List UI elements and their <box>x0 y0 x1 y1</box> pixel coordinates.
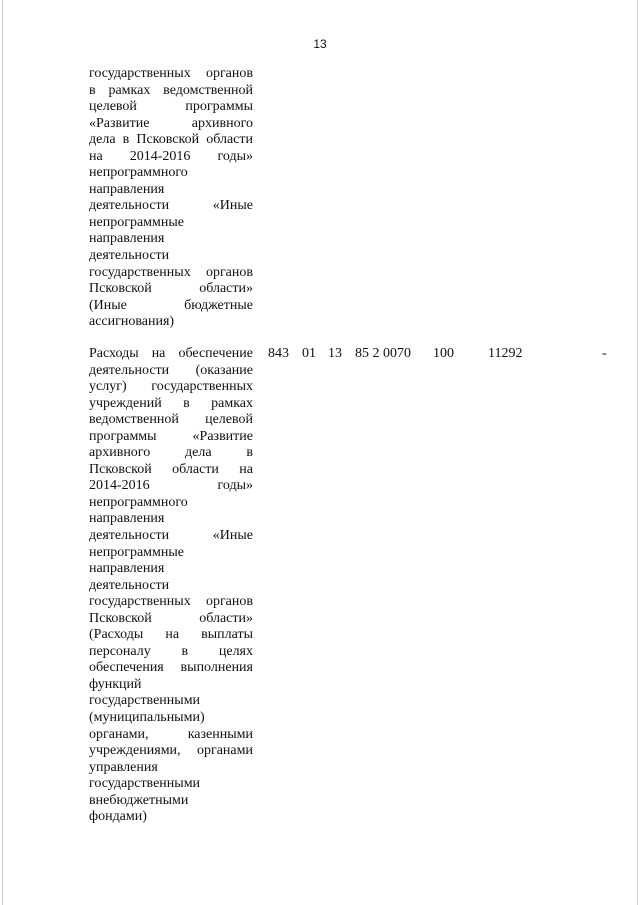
description-line: деятельности (оказание <box>89 362 253 378</box>
amount-2-value: - <box>602 346 607 361</box>
amount-value: 11292 <box>488 346 523 361</box>
description-line: органами, казенными <box>89 726 253 742</box>
page-number: 13 <box>313 37 327 51</box>
description-line: персоналу в целях <box>89 643 253 659</box>
expense-type-code: 100 <box>433 346 454 361</box>
description-line: учреждениями, органами <box>89 743 253 759</box>
description-line: деятельности «Иные <box>89 198 253 214</box>
description-line: направления <box>89 511 165 527</box>
description-line: направления <box>89 231 165 247</box>
row-description-continued <box>89 66 253 331</box>
description-line: обеспечения выполнения <box>89 660 253 676</box>
description-line: архивного дела в <box>89 445 253 461</box>
description-line: непрограммного <box>89 165 188 181</box>
description-line: ассигнования) <box>89 314 175 330</box>
description-line: (Иные бюджетные <box>89 297 253 313</box>
description-line: деятельности «Иные <box>89 528 253 544</box>
description-line: непрограммные <box>89 544 184 560</box>
description-line: государственных органов <box>89 264 253 280</box>
description-line: (муниципальными) <box>89 710 205 726</box>
description-line: государственных органов <box>89 66 253 81</box>
description-line: 2014-2016 годы» <box>89 478 253 494</box>
description-line: услуг) государственных <box>89 379 253 395</box>
description-line: (Расходы на выплаты <box>89 627 253 643</box>
description-line: государственными <box>89 776 201 792</box>
description-line: деятельности <box>89 248 170 264</box>
description-line: управления <box>89 759 158 775</box>
page-edge-left <box>2 0 3 905</box>
description-line: непрограммные <box>89 214 184 230</box>
section-code: 01 <box>302 346 316 361</box>
description-line: фондами) <box>89 809 147 825</box>
description-line: ведомственной целевой <box>89 412 253 428</box>
description-line: непрограммного <box>89 494 188 510</box>
description-line: на 2014-2016 годы» <box>89 148 253 164</box>
description-line: программы «Развитие <box>89 428 253 444</box>
description-line: направления <box>89 181 165 197</box>
description-line: Псковской области на <box>89 461 253 477</box>
description-line: государственных органов <box>89 594 253 610</box>
row-description <box>89 346 253 826</box>
description-line: внебюджетными <box>89 792 189 808</box>
description-line: Псковской области» <box>89 281 253 297</box>
page-edge-right <box>637 0 638 905</box>
description-line: государственными <box>89 693 201 709</box>
description-line: «Развитие архивного <box>89 115 253 131</box>
description-line: Псковской области» <box>89 610 253 626</box>
description-line: целевой программы <box>89 99 253 115</box>
description-line: Расходы на обеспечение <box>89 346 253 361</box>
description-line: направления <box>89 561 165 577</box>
ministry-code: 843 <box>268 346 289 361</box>
description-line: дела в Псковской области <box>89 132 253 148</box>
subsection-code: 13 <box>328 346 342 361</box>
description-line: функций <box>89 676 142 692</box>
target-article-code: 85 2 0070 <box>355 346 411 361</box>
description-line: деятельности <box>89 577 170 593</box>
description-line: в рамках ведомственной <box>89 82 253 98</box>
description-line: учреждений в рамках <box>89 395 253 411</box>
